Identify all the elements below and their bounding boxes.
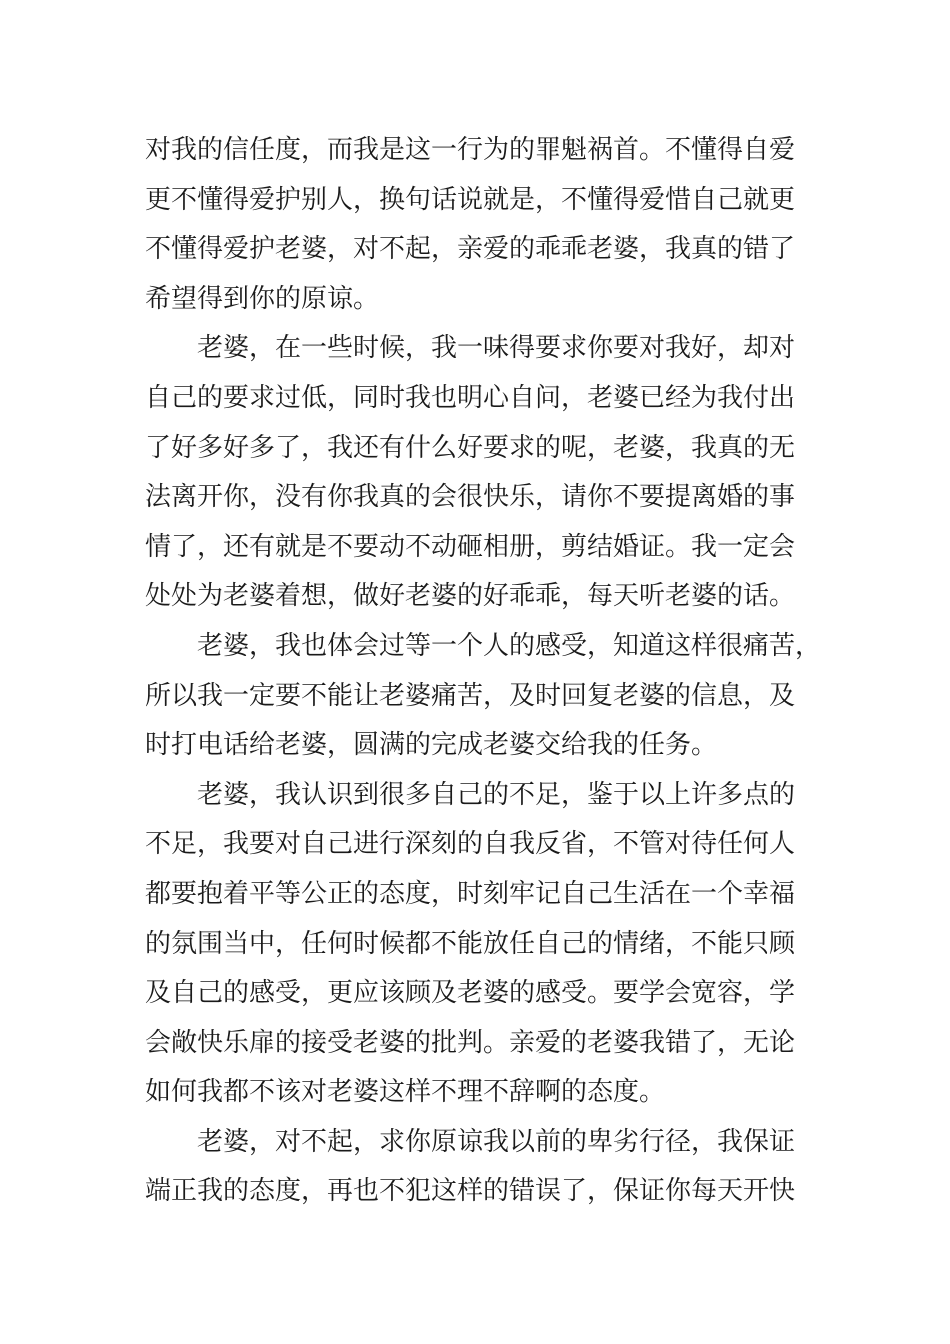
text-line: 时打电话给老婆，圆满的完成老婆交给我的任务。 <box>145 730 718 761</box>
text-line: 对我的信任度，而我是这一行为的罪魁祸首。不懂得自爱 <box>145 135 796 165</box>
text-line: 老婆，对不起，求你原谅我以前的卑劣行径，我保证 <box>145 1126 796 1157</box>
text-line: 情了，还有就是不要动不动砸相册，剪结婚证。我一定会 <box>145 531 796 562</box>
text-line: 了好多好多了，我还有什么好要求的呢，老婆，我真的无 <box>145 432 796 463</box>
text-line: 的氛围当中，任何时候都不能放任自己的情绪，不能只顾 <box>145 928 796 959</box>
text-line: 法离开你，没有你我真的会很快乐，请你不要提离婚的事 <box>145 482 796 513</box>
text-line: 都要抱着平等公正的态度，时刻牢记自己生活在一个幸福 <box>145 878 796 909</box>
text-line: 及自己的感受，更应该顾及老婆的感受。要学会宽容，学 <box>145 978 796 1009</box>
text-line: 所以我一定要不能让老婆痛苦，及时回复老婆的信息，及 <box>145 680 796 711</box>
text-line: 更不懂得爱护别人，换句话说就是，不懂得爱惜自己就更 <box>145 184 796 215</box>
text-line: 希望得到你的原谅。 <box>145 283 380 314</box>
text-line: 不足，我要对自己进行深刻的自我反省，不管对待任何人 <box>145 829 796 860</box>
document-body <box>145 126 822 1217</box>
text-line: 老婆，我认识到很多自己的不足，鉴于以上许多点的 <box>145 779 796 810</box>
text-line: 自己的要求过低，同时我也明心自问，老婆已经为我付出 <box>145 382 796 413</box>
text-line: 会敞快乐扉的接受老婆的批判。亲爱的老婆我错了，无论 <box>145 1027 796 1058</box>
text-line: 处处为老婆着想，做好老婆的好乖乖，每天听老婆的话。 <box>145 581 796 612</box>
text-line: 端正我的态度，再也不犯这样的错误了，保证你每天开快 <box>145 1176 796 1207</box>
text-line: 老婆，在一些时候，我一味得要求你要对我好，却对 <box>145 333 796 364</box>
text-line: 不懂得爱护老婆，对不起，亲爱的乖乖老婆，我真的错了 <box>145 234 796 265</box>
text-line: 老婆，我也体会过等一个人的感受，知道这样很痛苦， <box>145 630 822 661</box>
text-line: 如何我都不该对老婆这样不理不辞啊的态度。 <box>145 1077 666 1108</box>
